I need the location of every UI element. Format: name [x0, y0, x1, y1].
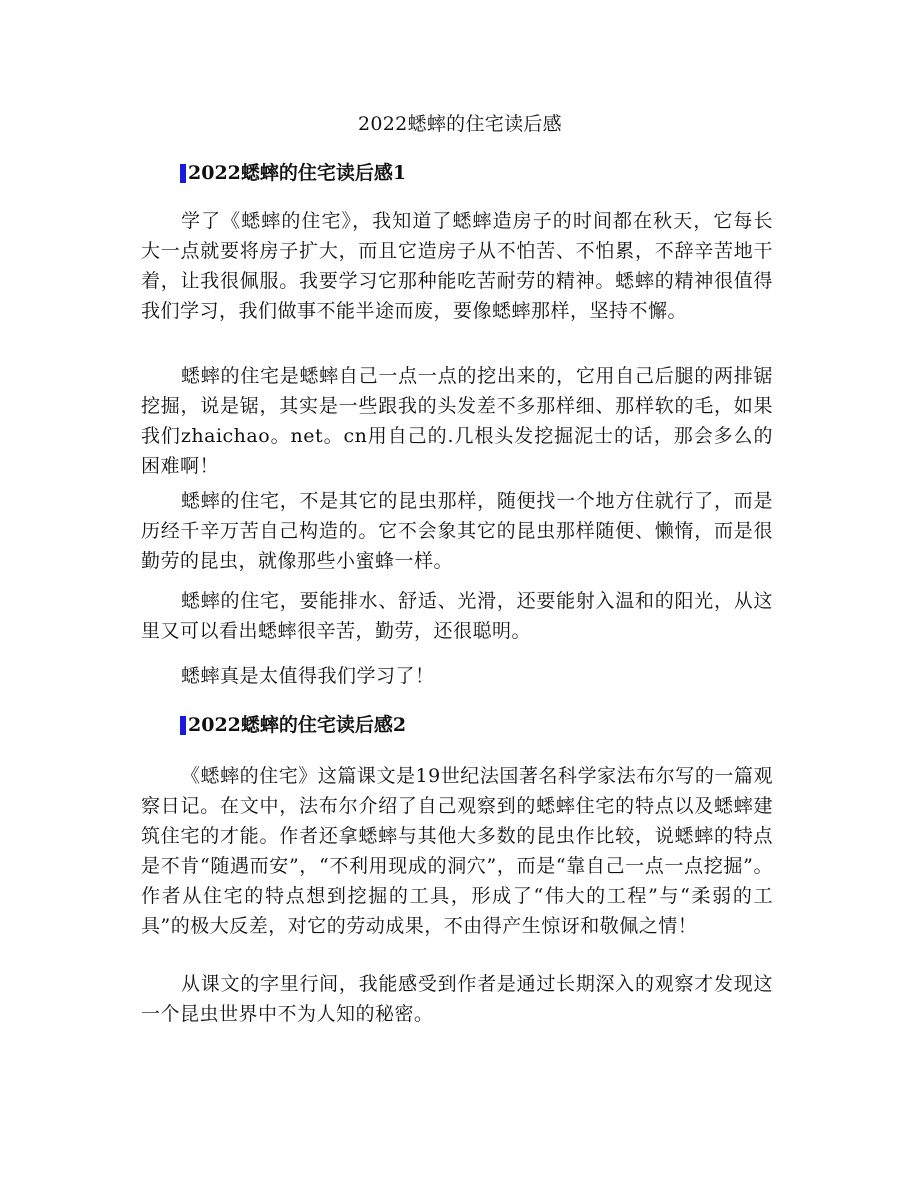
section-1-paragraph-1: 学了《蟋蟀的住宅》，我知道了蟋蟀造房子的时间都在秋天，它每长大一点就要将房子扩大，而且它造房子从不怕苦、不怕累，不辞辛苦地干着，让我很佩服。我要学习它那种能吃苦耐劳的精神。蟋蟀的精神很值得我们学习，我们做事不能半途而废，要像蟋蟀那样，坚持不懈。	[141, 210, 773, 322]
section-heading-2	[180, 713, 406, 737]
section-1-paragraph-2: 蟋蟀的住宅是蟋蟀自己一点一点的挖出来的，它用自己后腿的两排锯挖掘，说是锯，其实是一些跟我的头发差不多那样细、那样软的毛，如果我们zhaichao。net。cn用自己的.几根头发挖掘泥士的话，那会多么的困难啊！	[141, 365, 773, 477]
section-1-paragraph-4: 蟋蟀的住宅，要能排水、舒适、光滑，还要能射入温和的阳光，从这里又可以看出蟋蟀很辛苦，勤劳，还很聪明。	[141, 590, 773, 642]
heading-marker-icon	[180, 164, 186, 183]
heading-marker-icon	[180, 716, 186, 735]
section-1-paragraph-3: 蟋蟀的住宅，不是其它的昆虫那样，随便找一个地方住就行了，而是历经千辛万苦自己构造的。它不会象其它的昆虫那样随便、懒惰，而是很勤劳的昆虫，就像那些小蜜蜂一样。	[141, 490, 773, 572]
section-1-paragraph-5: 蟋蟀真是太值得我们学习了！	[181, 665, 435, 687]
section-2-paragraph-2: 从课文的字里行间，我能感受到作者是通过长期深入的观察才发现这一个昆虫世界中不为人知的秘密。	[141, 973, 773, 1025]
section-2-paragraph-1: 《蟋蟀的住宅》这篇课文是19世纪法国著名科学家法布尔写的一篇观察日记。在文中，法布尔介绍了自己观察到的蟋蟀住宅的特点以及蟋蟀建筑住宅的才能。作者还拿蟋蟀与其他大多数的昆虫作比较，说蟋蟀的特点是不肯“随遇而安”，“不利用现成的洞穴”，而是“靠自己一点一点挖掘”。作者从住宅的特点想到挖掘的工具，形成了“伟大的工程”与“柔弱的工具”的极大反差，对它的劳动成果，不由得产生惊讶和敬佩之情！	[141, 765, 773, 937]
section-heading-1-text: 2022蟋蟀的住宅读后感1	[188, 162, 407, 184]
section-heading-1	[180, 161, 406, 185]
document-title: 2022蟋蟀的住宅读后感	[358, 113, 562, 135]
section-heading-2-text: 2022蟋蟀的住宅读后感2	[188, 714, 407, 736]
